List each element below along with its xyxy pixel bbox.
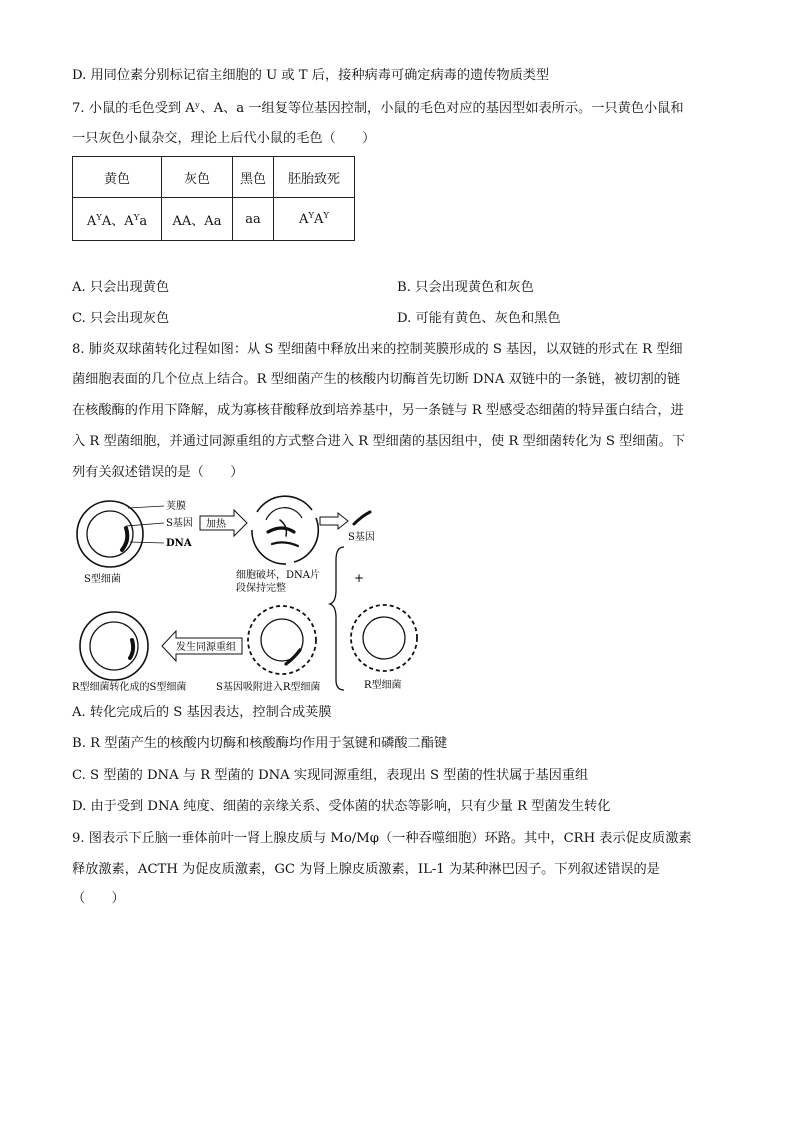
caption-s-cell: S型细菌 (84, 574, 121, 585)
q9-stem-line-2: 释放激素，ACTH 为促皮质激素，GC 为肾上腺皮质激素，IL-1 为某种淋巴因子。下列叙述错误的是 (72, 862, 660, 877)
q8-stem-line-2: 菌细胞表面的几个位点上结合。R 型细菌产生的核酸内切酶首先切断 DNA 双链中的一条链，被切割的链 (72, 372, 681, 387)
q7-option-b: B. 只会出现黄色和灰色 (397, 280, 534, 295)
s-gene-right-label: S基因 (348, 532, 375, 543)
q8-option-b: B. R 型菌产生的核酸内切酶和核酸酶均作用于氢键和磷酸二酯键 (72, 736, 448, 751)
recombination-arrow (162, 631, 242, 661)
q7-option-c: C. 只会出现灰色 (72, 311, 170, 326)
heat-label: 加热 (206, 519, 226, 530)
genotype-black: aa (233, 198, 274, 241)
genotype-table (72, 156, 355, 241)
q8-stem-line-1: 8. 肺炎双球菌转化过程如图：从 S 型细菌中释放出来的控制荚膜形成的 S 基因，以双链的形式在 R 型细 (72, 342, 683, 357)
genotype-yellow: $A^YA$、$A^Ya$ (73, 198, 162, 241)
q7-option-d: D. 可能有黄色、灰色和黑色 (397, 311, 561, 326)
header-yellow: 黄色 (73, 157, 162, 198)
transformed-cell (80, 612, 148, 680)
q7-option-a: A. 只会出现黄色 (72, 280, 170, 295)
q8-stem-line-3: 在核酸酶的作用下降解，成为寡核苷酸释放到培养基中，另一条链与 R 型感受态细菌的特异蛋白结合，进 (72, 403, 684, 418)
broken-cell (252, 496, 318, 564)
label-s-gene: S基因 (166, 518, 193, 529)
heat-arrow (200, 510, 247, 536)
caption-transformed: R型细菌转化成的S型细菌 (72, 682, 187, 693)
header-black: 黑色 (233, 157, 274, 198)
label-capsule: 荚膜 (166, 501, 186, 512)
absorbed-cell (248, 606, 316, 674)
q9-stem-line-1: 9. 图表示下丘脑一垂体前叶一肾上腺皮质与 Mo/Mφ（一种吞噬细胞）环路。其中，CRH 表示促皮质激素 (72, 831, 692, 846)
q7-stem-line-1: 7. 小鼠的毛色受到 Aʸ、A、a 一组复等位基因控制，小鼠的毛色对应的基因型如表所示。一只黄色小鼠和 (72, 101, 684, 116)
header-lethal: 胚胎致死 (274, 157, 355, 198)
s-cell (77, 501, 143, 567)
transformation-diagram (72, 490, 422, 695)
broken-caption-2: 段保持完整 (236, 583, 286, 594)
q8-option-d: D. 由于受到 DNA 纯度、细菌的亲缘关系、受体菌的状态等影响，只有少量 R 型菌发生转化 (72, 799, 611, 814)
header-gray: 灰色 (162, 157, 233, 198)
s-gene-fragment (354, 512, 370, 524)
q8-stem-line-5: 列有关叙述错误的是（ ） (72, 465, 244, 480)
q9-stem-line-3: （ ） (72, 891, 125, 906)
release-arrow (320, 513, 348, 529)
q7-stem-line-2: 一只灰色小鼠杂交，理论上后代小鼠的毛色（ ） (72, 131, 376, 146)
q8-stem-line-4: 入 R 型菌细胞，并通过同源重组的方式整合进入 R 型细菌的基因组中，使 R 型细菌转化为 S 型细菌。下 (72, 434, 686, 449)
genotype-lethal: $A^YA^Y$ (274, 198, 355, 241)
caption-absorbed: S基因吸附进入R型细菌 (216, 682, 321, 693)
r-cell (351, 605, 417, 671)
recombination-label: 发生同源重组 (176, 642, 236, 653)
label-dna: DNA (166, 538, 192, 549)
q8-option-c: C. S 型菌的 DNA 与 R 型菌的 DNA 实现同源重组，表现出 S 型菌的性状属于基因重组 (72, 768, 589, 783)
plus-sign: + (354, 571, 365, 585)
brace (330, 547, 344, 690)
q8-option-a: A. 转化完成后的 S 基因表达，控制合成荚膜 (72, 705, 332, 720)
broken-caption-1: 细胞破坏，DNA片 (236, 570, 320, 581)
caption-r-cell: R型细菌 (364, 680, 402, 691)
q6-option-d: D. 用同位素分别标记宿主细胞的 U 或 T 后，接种病毒可确定病毒的遗传物质类型 (72, 68, 550, 83)
genotype-gray: AA、Aa (162, 198, 233, 241)
